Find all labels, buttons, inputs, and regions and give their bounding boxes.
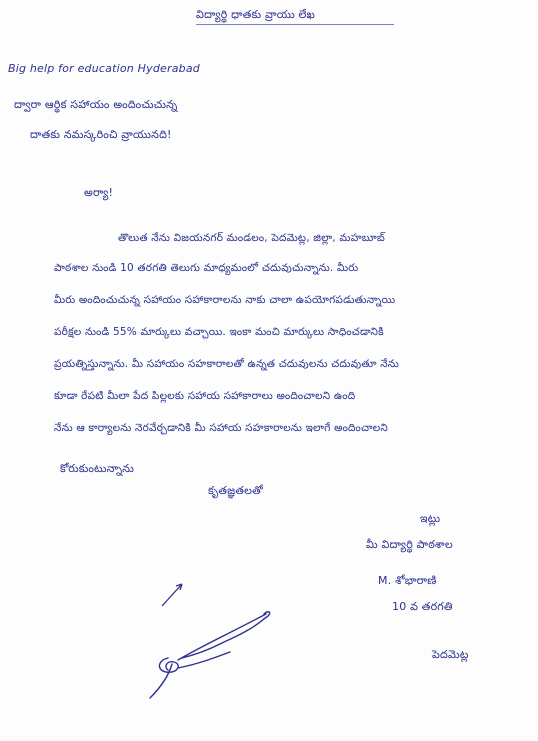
- closing-line: కోరుకుంటున్నాను: [60, 462, 134, 475]
- salutation: అర్యా!: [84, 186, 114, 199]
- greeting-line: దాతకు నమస్కరించి వ్రాయునది!: [30, 128, 172, 141]
- body-line: కూడా రేపటి మీలా పేద పిల్లలకు సహాయ సహాకారాలు అందించాలని ఉంది: [54, 390, 356, 402]
- body-line: పరీక్షల నుండి 55% మార్కులు వచ్చాయి. ఇంకా మంచి మార్కులు సాధించడానికి: [54, 326, 384, 338]
- letter-title: విద్యార్థి ధాతకు వ్రాయు లేఖ: [196, 8, 316, 21]
- body-line: పాఠశాల నుండి 10 తరగతి తెలుగు మాధ్యమంలో చదువుచున్నాను. మీరు: [54, 262, 359, 274]
- signoff-place: పెదమెట్ల: [432, 648, 469, 661]
- signoff-yours: ఇట్లు: [420, 512, 441, 525]
- recipient-line: Big help for education Hyderabad: [8, 62, 200, 75]
- body-line: మీరు అందించుచున్న సహాయం సహాకారాలను నాకు చాలా ఉపయోగపడుతున్నాయి: [54, 294, 396, 306]
- body-line: నేను ఆ కార్యాలను నెరవేర్చడానికి మీ సహాయ సహకారాలను ఇలాగే అందించాలని: [54, 422, 388, 434]
- signoff-name: M. శోభారాణి: [378, 574, 437, 587]
- body-line: ప్రయత్నిస్తున్నాను. మీ సహాయం సహకారాలతో ఉన్నత చదువులను చదువుతూ నేను: [54, 358, 400, 370]
- title-underline: [196, 24, 394, 25]
- via-line: ద్వారా ఆర్థిక సహాయం అందించుచున్న: [14, 98, 178, 111]
- signature: [138, 598, 288, 708]
- signoff-student: మీ విద్యార్థి పాఠశాల: [366, 538, 453, 551]
- body-line: తొలుత నేను విజయనగర్ మండలం, పెదమెట్ల, జిల్లా, మహబూబ్: [118, 232, 385, 244]
- signoff-class: 10 వ తరగతి: [392, 600, 453, 613]
- thanks-line: కృతజ్ఞతలతో: [208, 484, 264, 497]
